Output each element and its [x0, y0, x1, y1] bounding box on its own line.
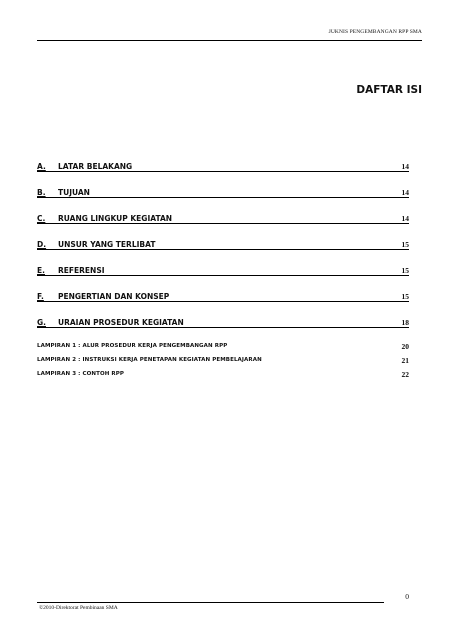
toc-page-number: 15 [401, 266, 409, 275]
toc-rule [37, 171, 409, 172]
toc-page-number: 18 [401, 318, 409, 327]
toc-letter: E. [37, 266, 45, 275]
toc-letter: G. [37, 318, 47, 327]
toc-label: LATAR BELAKANG [58, 162, 133, 171]
header-rule [37, 40, 422, 41]
toc-letter: A. [37, 162, 46, 171]
toc-rule [37, 301, 409, 302]
toc-entry[interactable] [37, 162, 409, 174]
appendix-page-number: 22 [401, 370, 409, 379]
footer-rule [37, 602, 384, 603]
appendix-entry[interactable] [37, 357, 409, 367]
appendix-entry[interactable] [37, 343, 409, 353]
running-header: JUKNIS PENGEMBANGAN RPP SMA [328, 29, 422, 35]
toc-letter: C. [37, 214, 46, 223]
toc-entry[interactable] [37, 214, 409, 226]
appendix-label: LAMPIRAN 2 : INSTRUKSI KERJA PENETAPAN KEGIATAN PEMBELAJARAN [37, 357, 262, 363]
toc-page-number: 14 [401, 188, 409, 197]
appendix-entry[interactable] [37, 371, 409, 381]
appendix-page-number: 21 [401, 356, 409, 365]
toc-page-number: 14 [401, 162, 409, 171]
toc-page-number: 14 [401, 214, 409, 223]
toc-entry[interactable] [37, 318, 409, 330]
toc-letter: B. [37, 188, 46, 197]
toc-rule [37, 223, 409, 224]
toc-label: TUJUAN [58, 188, 90, 197]
appendix-label: LAMPIRAN 3 : CONTOH RPP [37, 371, 125, 377]
toc-entry[interactable] [37, 188, 409, 200]
toc-label: UNSUR YANG TERLIBAT [58, 240, 156, 249]
toc-letter: F. [37, 292, 44, 301]
toc-rule [37, 275, 409, 276]
page-title: DAFTAR ISI [356, 84, 422, 96]
toc-page-number: 15 [401, 240, 409, 249]
toc-label: PENGERTIAN DAN KONSEP [58, 292, 170, 301]
toc-page-number: 15 [401, 292, 409, 301]
toc-label: RUANG LINGKUP KEGIATAN [58, 214, 173, 223]
appendix-label: LAMPIRAN 1 : ALUR PROSEDUR KERJA PENGEMBANGAN RPP [37, 343, 228, 349]
toc-rule [37, 327, 409, 328]
toc-entry[interactable] [37, 292, 409, 304]
appendix-page-number: 20 [401, 342, 409, 351]
footer-copyright: ©2010-Direktorat Pembinaan SMA [39, 605, 118, 611]
page-number: 0 [405, 592, 409, 601]
toc-label: URAIAN PROSEDUR KEGIATAN [58, 318, 184, 327]
toc-letter: D. [37, 240, 47, 249]
toc-rule [37, 249, 409, 250]
toc-entry[interactable] [37, 266, 409, 278]
toc-label: REFERENSI [58, 266, 105, 275]
toc-rule [37, 197, 409, 198]
toc-entry[interactable] [37, 240, 409, 252]
